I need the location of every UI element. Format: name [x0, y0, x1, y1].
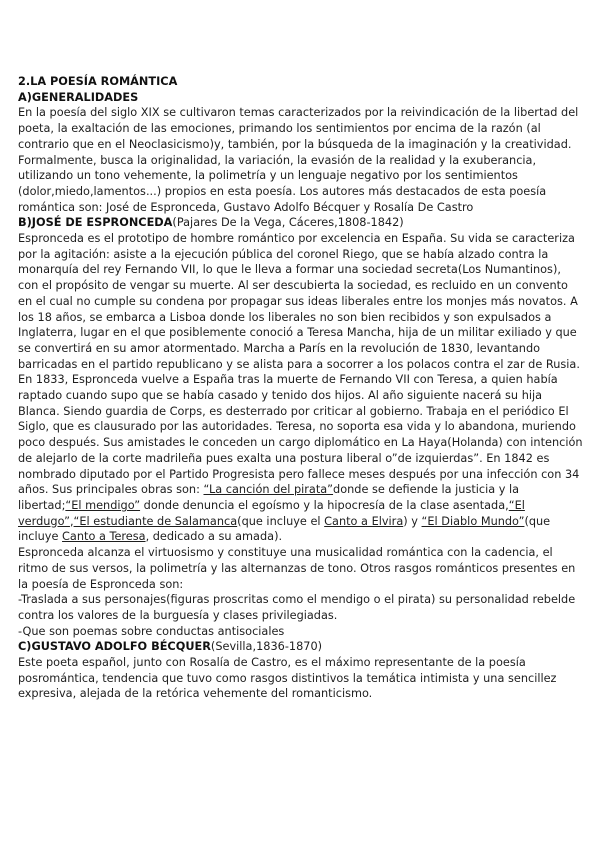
section-a-heading: A)GENERALIDADES: [18, 90, 139, 104]
section-b-bullet: -Traslada a sus personajes(figuras proscritas como el mendigo o el pirata) su personalidad rebelde contra los valores de la burguesía y clases privilegiadas.: [18, 593, 576, 622]
work-text: ,: [69, 514, 74, 528]
section-c-heading-detail: (Sevilla,1836-1870): [210, 640, 323, 654]
work-text: (que incluye el: [237, 514, 325, 528]
work-text: donde se defiende la justicia y la libertad;: [18, 483, 520, 512]
section-b-header: [18, 215, 584, 231]
work-text: ) y: [403, 514, 422, 528]
section-c-header: [18, 639, 584, 655]
work-text: donde denuncia el egoísmo y la hipocresía de la clase asentada,: [140, 498, 509, 512]
section-b-heading-detail: (Pajares De la Vega, Cáceres,1808-1842): [172, 216, 404, 230]
section-b-style: Espronceda alcanza el virtuosismo y constituye una musicalidad romántica con la cadencia, el ritmo de sus versos, la polimetría y las alternanzas de tono. Otros rasgos románticos presentes en la poesía de Espronceda son:: [18, 546, 576, 591]
section-a-body: En la poesía del siglo XIX se cultivaron temas caracterizados por la reivindicación de la libertad del poeta, la exaltación de las emociones, primando los sentimientos por encima de la razón (al contrario que en el Neoclasicismo)y, también, por la búsqueda de la imaginación y la creatividad. Formalmente, busca la originalidad, la variación, la evasión de la realidad y la exuberancia, utilizando un tono vehemente, la polimetría y un lenguaje negativo por los sentimientos (dolor,miedo,lamentos...) propios en esta poesía. Los autores más destacados de esta poesía romántica son: José de Espronceda, Gustavo Adolfo Bécquer y Rosalía De Castro: [18, 106, 579, 214]
work-text: , dedicado a su amada).: [145, 530, 283, 544]
work-el-mendigo: “El mendigo”: [65, 498, 141, 512]
work-text: (que incluye: [18, 514, 551, 544]
work-el-verdugo: “El verdugo”: [18, 498, 525, 528]
section-b-bullet: -Que son poemas sobre conductas antisociales: [18, 624, 285, 638]
page-title: 2.LA POESÍA ROMÁNTICA: [18, 75, 178, 88]
section-b-heading: B)JOSÉ DE ESPRONCEDA: [18, 216, 173, 230]
work-el-diablo-mundo: “El Diablo Mundo”: [421, 514, 525, 528]
section-b-body: [18, 231, 584, 545]
work-estudiante-salamanca: “El estudiante de Salamanca: [73, 514, 238, 528]
work-canto-a-teresa: Canto a Teresa: [62, 530, 146, 544]
section-c-heading: C)GUSTAVO ADOLFO BÉCQUER: [18, 640, 211, 654]
section-c-body: Este poeta español, junto con Rosalía de Castro, es el máximo representante de la poesía posromántica, tendencia que tuvo como rasgos distintivos la temática intimista y una sencillez expresiva, alejada de la retórica vehemente del romanticismo.: [18, 656, 557, 701]
document-page: [18, 74, 584, 702]
work-cancion-del-pirata: “La canción del pirata”: [203, 483, 334, 497]
work-canto-a-elvira: Canto a Elvira: [324, 514, 404, 528]
section-b-biography: Espronceda es el prototipo de hombre romántico por excelencia en España. Su vida se caracteriza por la agitación: asiste a la ejecución pública del coronel Riego, que se había alzado contra la monarquía del rey Fernando VII, lo que le lleva a formar una sociedad secreta(Los Numantinos), con el propósito de vengar su muerte. Al ser descubierta la sociedad, es recluido en un convento en el cual no cumple su condena por propagar sus ideas liberales entre los monjes más novatos. A los 18 años, se embarca a Lisboa donde los liberales no son bien recibidos y son expulsados a Inglaterra, lugar en el que posiblemente conoció a Teresa Mancha, hija de un militar exiliado y que se convertirá en su amor atormentado. Marcha a París en la revolución de 1830, levantando barricadas en el partido republicano y se alista para a socorrer a los polacos contra el zar de Rusia. En 1833, Espronceda vuelve a España tras la muerte de Fernando VII con Teresa, a quien había raptado cuando supo que se había casado y tenido dos hijos. Al año siguiente nacerá su hija Blanca. Siendo guardia de Corps, es desterrado por criticar al gobierno. Trabaja en el periódico El Siglo, que es clausurado por las autoridades. Teresa, no soporta esa vida y lo abandona, muriendo poco después. Sus amistades le conceden un cargo diplomático en La Haya(Holanda) con intención de alejarlo de la corte madrileña pues exalta una postura liberal o”de izquierdas”. En 1842 es nombrado diputado por el Partido Progresista pero fallece meses después por una infección con 34 años. Sus principales obras son:: [18, 232, 583, 497]
